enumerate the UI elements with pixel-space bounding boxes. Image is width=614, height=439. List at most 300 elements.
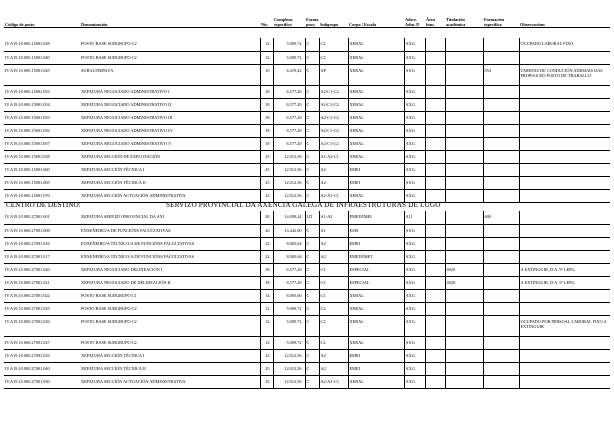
cell-name: XEFATURA SECCIÓN TÉCNICA I (80, 163, 260, 176)
cell-sub: A2-C1-C2 (319, 111, 348, 124)
cell-level: 12 (260, 51, 273, 64)
cell-form: C (305, 315, 319, 336)
cell-area (425, 250, 445, 263)
cell-comp: 12.012,56 (273, 150, 305, 163)
header-level: Niv. (260, 17, 273, 28)
table-row (4, 176, 610, 189)
cell-form: C (305, 224, 319, 237)
cell-title (445, 315, 483, 336)
cell-corps: EMEI (348, 163, 404, 176)
cell-corps: EMEI (348, 349, 404, 362)
cell-adm: A11 (404, 211, 425, 224)
cell-name: XEFATURA NEGOCIADO ADMINISTRATIVO III (80, 111, 260, 124)
cell-sub: A2-C1-C2 (319, 124, 348, 137)
cell-adm: AXG (404, 150, 425, 163)
cell-level: 25 (260, 375, 273, 388)
cell-area (425, 302, 445, 315)
cell-notes: TAREFAS DE CONDUCIÓN ADEMAIS DAS PROPIAS DO POSTO DE TRABALLO. (519, 64, 610, 85)
table-row (4, 38, 610, 51)
destination-center-name: SERVIZO PROVINCIAL DA AXENCIA GALEGA DE INFRAESTRUTURAS DE LUGO (166, 201, 441, 209)
cell-train (483, 263, 519, 276)
cell-name: ENXEÑEIRO/A TÉCNICO/A DE FUNCIÓNS FACULTATIVAS (80, 250, 260, 263)
cell-notes (519, 289, 610, 302)
cell-train (483, 38, 519, 51)
cell-adm: AXG (404, 111, 425, 124)
table-row (4, 349, 610, 362)
cell-adm: AXG (404, 375, 425, 388)
cell-name: ENXEÑEIRO/A TÉCNICO/A DE FUNCIÓNS FACULTATIVAS (80, 237, 260, 250)
cell-comp: 5.009,72 (273, 38, 305, 51)
cell-code: IV.A19.10.000.15001.040 (4, 51, 80, 64)
cell-form: C (305, 150, 319, 163)
cell-adm: AXG (404, 302, 425, 315)
cell-level: 18 (260, 124, 273, 137)
cell-comp: 12.012,56 (273, 176, 305, 189)
cell-adm: AXG (404, 224, 425, 237)
cell-corps: ESPECIAL (348, 263, 404, 276)
cell-notes (519, 150, 610, 163)
cell-name: POSTO BASE SUBGRUPO C2 (80, 336, 260, 349)
table-row (4, 375, 610, 388)
cell-name: XEFATURA SECCIÓN TÉCNICA II (80, 362, 260, 375)
table-row (4, 224, 610, 237)
header-table (4, 17, 610, 28)
cell-name: XEFATURA SECCIÓN TÉCNICA II (80, 176, 260, 189)
cell-name: SUBALTERNO/A (80, 64, 260, 85)
cell-area (425, 237, 445, 250)
cell-form: C (305, 163, 319, 176)
cell-code: IV.A19.10.000.27001.026 (4, 315, 80, 336)
cell-notes (519, 250, 610, 263)
header-area (425, 17, 445, 28)
cell-code: IV.A19.10.000.27001.022 (4, 289, 80, 302)
positions-table-2 (4, 211, 610, 389)
header-adscr-b: Adm. P. (405, 22, 420, 27)
cell-notes (519, 98, 610, 111)
cell-adm: AXG (404, 315, 425, 336)
cell-level: 25 (260, 163, 273, 176)
cell-adm: AXG (404, 137, 425, 150)
cell-sub: A2-A1-C1 (319, 375, 348, 388)
cell-area (425, 362, 445, 375)
cell-adm: AXG (404, 64, 425, 85)
cell-comp: 12.012,56 (273, 362, 305, 375)
cell-level: 12 (260, 336, 273, 349)
table-row (4, 276, 610, 289)
cell-code: IV.A19.10.000.27001.020 (4, 263, 80, 276)
cell-notes: A EXTINGUIR, D.A. 9ª LEPG. (519, 276, 610, 289)
cell-notes (519, 362, 610, 375)
cell-title (445, 124, 483, 137)
cell-form: C (305, 64, 319, 85)
cell-level: 26 (260, 224, 273, 237)
cell-form: C (305, 124, 319, 137)
cell-adm: AXG (404, 263, 425, 276)
cell-corps: ESPECIAL (348, 276, 404, 289)
cell-train (483, 315, 519, 336)
cell-level: 22 (260, 237, 273, 250)
table-row (4, 302, 610, 315)
cell-level: 14 (260, 289, 273, 302)
table-row (4, 362, 610, 375)
cell-title (445, 85, 483, 98)
cell-title (445, 176, 483, 189)
cell-notes: OCUPADO POR PERSOAL LABORAL FIXO A EXTINGUIR (519, 315, 610, 336)
positions-table-2-body (4, 211, 610, 388)
cell-title (445, 98, 483, 111)
cell-level: 25 (260, 189, 273, 202)
header-training (483, 17, 519, 28)
cell-level: 28 (260, 211, 273, 224)
cell-name: ENXEÑEIRO/A DE FUNCIÓNS FACULTATIVAS (80, 224, 260, 237)
cell-code: IV.A19.10.000.15001.053 (4, 85, 80, 98)
cell-notes (519, 375, 610, 388)
cell-adm: AXG (404, 237, 425, 250)
cell-adm: AXG (404, 163, 425, 176)
cell-train (483, 276, 519, 289)
cell-name: XEFATURA NEGOCIADO DE DELINEACIÓN II (80, 276, 260, 289)
cell-title (445, 163, 483, 176)
cell-name: XEFATURA SECCIÓN TÉCNICA I (80, 349, 260, 362)
cell-corps: XERAL (348, 51, 404, 64)
cell-comp: 5.009,72 (273, 302, 305, 315)
header-form-a: Forma (306, 17, 319, 22)
header-form-b: prov. (306, 22, 316, 27)
cell-corps: XERAL (348, 375, 404, 388)
cell-form: C (305, 189, 319, 202)
cell-comp: 12.012,56 (273, 189, 305, 202)
cell-code: IV.A19.10.000.27001.040 (4, 362, 80, 375)
cell-corps: XERAL (348, 124, 404, 137)
cell-area (425, 124, 445, 137)
table-row (4, 250, 610, 263)
cell-code: IV.A19.10.000.15001.065 (4, 176, 80, 189)
cell-comp: 13.442,00 (273, 224, 305, 237)
cell-area (425, 289, 445, 302)
header-subgroup: Subgrupo (319, 17, 348, 28)
cell-level: 18 (260, 111, 273, 124)
cell-adm: AXG (404, 98, 425, 111)
cell-title (445, 150, 483, 163)
cell-title (445, 51, 483, 64)
cell-corps: XERAL (348, 302, 404, 315)
cell-code: IV.A19.10.000.15001.057 (4, 137, 80, 150)
cell-sub: C2 (319, 38, 348, 51)
cell-adm: AXG (404, 289, 425, 302)
cell-comp: 6.577,20 (273, 85, 305, 98)
cell-level: 10 (260, 64, 273, 85)
cell-comp: 8.065,64 (273, 250, 305, 263)
table-row (4, 137, 610, 150)
cell-code: IV.A19.10.000.15001.058 (4, 150, 80, 163)
cell-corps: EMEI/EMEI (348, 211, 404, 224)
cell-sub: A2 (319, 176, 348, 189)
cell-comp: 8.065,64 (273, 237, 305, 250)
cell-train (483, 111, 519, 124)
cell-area (425, 336, 445, 349)
cell-corps: XERAL (348, 189, 404, 202)
table-row (4, 85, 610, 98)
cell-title (445, 111, 483, 124)
cell-notes (519, 124, 610, 137)
cell-notes (519, 85, 610, 98)
cell-train (483, 163, 519, 176)
table-row (4, 64, 610, 85)
cell-code: IV.A19.10.000.27001.001 (4, 211, 80, 224)
cell-code: IV.A19.10.000.15001.055 (4, 111, 80, 124)
table-row (4, 51, 610, 64)
cell-name: XEFATURA NEGOCIADO ADMINISTRATIVO II (80, 98, 260, 111)
cell-level: 18 (260, 85, 273, 98)
cell-area (425, 38, 445, 51)
cell-title (445, 137, 483, 150)
cell-area (425, 137, 445, 150)
cell-form: C (305, 51, 319, 64)
cell-title (445, 224, 483, 237)
cell-form: C (305, 302, 319, 315)
cell-title (445, 362, 483, 375)
cell-corps: EMEI (348, 176, 404, 189)
cell-train (483, 85, 519, 98)
cell-corps: XERAL (348, 137, 404, 150)
cell-form: C (305, 111, 319, 124)
cell-level: 25 (260, 150, 273, 163)
cell-comp: 6.005,60 (273, 289, 305, 302)
cell-notes (519, 137, 610, 150)
cell-sub: C1 (319, 263, 348, 276)
cell-train (483, 250, 519, 263)
table-row (4, 163, 610, 176)
cell-level: 25 (260, 362, 273, 375)
cell-corps: EMEI (348, 362, 404, 375)
cell-name: POSTO BASE SUBGRUPO C2 (80, 38, 260, 51)
cell-adm: AXG (404, 51, 425, 64)
cell-name: POSTO BASE SUBGRUPO C2 (80, 51, 260, 64)
cell-corps: ESEI (348, 224, 404, 237)
cell-comp: 14.099,24 (273, 211, 305, 224)
cell-comp: 12.012,56 (273, 163, 305, 176)
table-row (4, 263, 610, 276)
cell-adm: AXG (404, 38, 425, 51)
cell-code: IV.A19.10.000.27001.008 (4, 224, 80, 237)
cell-area (425, 375, 445, 388)
cell-adm: AXG (404, 124, 425, 137)
cell-level: 25 (260, 349, 273, 362)
cell-title (445, 375, 483, 388)
cell-sub: A2 (319, 237, 348, 250)
header-title-b: académica (446, 22, 466, 27)
cell-train (483, 150, 519, 163)
cell-train (483, 336, 519, 349)
table-row (4, 211, 610, 224)
cell-sub: A2 (319, 349, 348, 362)
cell-train (483, 98, 519, 111)
cell-train (483, 362, 519, 375)
header-training-b: específica (484, 22, 502, 27)
cell-name: POSTO BASE SUBGRUPO C2 (80, 302, 260, 315)
cell-title: 4020 (445, 263, 483, 276)
cell-notes (519, 237, 610, 250)
cell-name: POSTO BASE SUBGRUPO C1 (80, 289, 260, 302)
cell-form: C (305, 98, 319, 111)
cell-comp: 12.012,56 (273, 349, 305, 362)
cell-form: C (305, 263, 319, 276)
cell-form: C (305, 250, 319, 263)
destination-center-title (4, 201, 610, 210)
cell-name: XEFATURA NEGOCIADO ADMINISTRATIVO I (80, 85, 260, 98)
cell-title (445, 302, 483, 315)
cell-adm: AXG (404, 176, 425, 189)
destination-center-label: CENTRO DE DESTINO: (6, 201, 81, 209)
cell-title (445, 38, 483, 51)
cell-corps: EMEI/EMET (348, 250, 404, 263)
cell-level: 12 (260, 302, 273, 315)
cell-train (483, 289, 519, 302)
cell-sub: C2 (319, 336, 348, 349)
cell-sub: C2 (319, 51, 348, 64)
cell-code: IV.A19.10.000.15001.060 (4, 163, 80, 176)
cell-comp: 5.009,72 (273, 336, 305, 349)
cell-corps: XERAL (348, 150, 404, 163)
cell-corps: XERAL (348, 315, 404, 336)
cell-area (425, 315, 445, 336)
cell-form: C (305, 289, 319, 302)
cell-comp: 6.577,20 (273, 124, 305, 137)
cell-form: C (305, 362, 319, 375)
cell-train (483, 349, 519, 362)
cell-form: C (305, 38, 319, 51)
cell-code: IV.A19.10.000.27001.017 (4, 250, 80, 263)
cell-comp: 6.419,42 (273, 64, 305, 85)
cell-title (445, 250, 483, 263)
cell-train (483, 375, 519, 388)
cell-form: LD (305, 211, 319, 224)
cell-notes (519, 336, 610, 349)
cell-sub: C2 (319, 315, 348, 336)
cell-area (425, 211, 445, 224)
header-form (305, 17, 319, 28)
cell-code: IV.A19.10.000.27001.021 (4, 276, 80, 289)
cell-notes (519, 211, 610, 224)
cell-form: C (305, 276, 319, 289)
table-row (4, 111, 610, 124)
cell-comp: 6.577,20 (273, 263, 305, 276)
cell-notes (519, 176, 610, 189)
cell-sub: A1-A2-C1 (319, 150, 348, 163)
cell-code: IV.A19.10.000.27001.016 (4, 237, 80, 250)
cell-train (483, 302, 519, 315)
cell-notes (519, 163, 610, 176)
cell-name: XEFATURA NEGOCIADO DELINEACIÓN I (80, 263, 260, 276)
cell-area (425, 111, 445, 124)
header-corps: Corpo / Escala (348, 17, 404, 28)
cell-code: IV.A19.10.000.27001.027 (4, 336, 80, 349)
cell-comp: 12.012,56 (273, 375, 305, 388)
table-row (4, 289, 610, 302)
cell-code: IV.A19.10.000.15001.070 (4, 189, 80, 202)
cell-train: 600 (483, 211, 519, 224)
cell-level: 12 (260, 38, 273, 51)
cell-corps: EMEI (348, 237, 404, 250)
cell-level: 25 (260, 176, 273, 189)
cell-corps: XERAL (348, 64, 404, 85)
header-area-b: func. (426, 22, 436, 27)
header-area-a: Área (426, 17, 435, 22)
cell-code: IV.A19.10.000.15001.038 (4, 38, 80, 51)
cell-level: 22 (260, 250, 273, 263)
cell-name: XEFATURA NEGOCIADO ADMINISTRATIVO IV (80, 124, 260, 137)
cell-form: C (305, 137, 319, 150)
cell-area (425, 276, 445, 289)
cell-comp: 5.009,72 (273, 51, 305, 64)
cell-form: C (305, 176, 319, 189)
cell-adm: AXG (404, 189, 425, 202)
cell-area (425, 349, 445, 362)
cell-code: IV.A19.10.000.15001.054 (4, 98, 80, 111)
cell-comp: 6.577,20 (273, 98, 305, 111)
cell-title (445, 349, 483, 362)
cell-adm: AXG (404, 250, 425, 263)
cell-name: POSTO BASE SUBGRUPO C2 (80, 315, 260, 336)
cell-corps: XERAL (348, 111, 404, 124)
cell-train (483, 137, 519, 150)
header-complement (273, 17, 305, 28)
cell-name: XEFATURA SERVIZO PROVINCIAL DA AXI (80, 211, 260, 224)
cell-level: 18 (260, 276, 273, 289)
cell-corps: XERAL (348, 38, 404, 51)
cell-train (483, 237, 519, 250)
header-complement-a: Complem. (274, 17, 293, 22)
cell-sub: A1-A2 (319, 211, 348, 224)
cell-title (445, 289, 483, 302)
header-name: Denominación (80, 17, 260, 28)
cell-form: C (305, 375, 319, 388)
cell-level: 18 (260, 263, 273, 276)
cell-notes (519, 224, 610, 237)
cell-title (445, 336, 483, 349)
cell-sub: A2-C1-C2 (319, 137, 348, 150)
cell-comp: 5.009,72 (273, 315, 305, 336)
cell-name: XEFATURA NEGOCIADO ADMINISTRATIVO V (80, 137, 260, 150)
cell-train (483, 124, 519, 137)
cell-area (425, 163, 445, 176)
cell-area (425, 224, 445, 237)
cell-code: IV.A19.10.000.27001.050 (4, 375, 80, 388)
header-code: Código de posto (4, 17, 80, 28)
cell-title (445, 237, 483, 250)
cell-sub: A2 (319, 250, 348, 263)
cell-code: IV.A19.10.000.27001.025 (4, 302, 80, 315)
header-adscr-a: Adscr. (405, 17, 417, 22)
cell-notes: A EXTINGUIR, D.A. 9ª LEPG. (519, 263, 610, 276)
cell-area (425, 263, 445, 276)
cell-sub: C1 (319, 276, 348, 289)
cell-notes (519, 302, 610, 315)
header-title (445, 17, 483, 28)
cell-code: IV.A19.10.000.15001.056 (4, 124, 80, 137)
cell-adm: AXG (404, 349, 425, 362)
header-training-a: Formación (484, 17, 505, 22)
cell-train (483, 224, 519, 237)
cell-level: 12 (260, 315, 273, 336)
cell-title: 4020 (445, 276, 483, 289)
cell-code: IV.A19.10.000.27001.035 (4, 349, 80, 362)
cell-sub: C1 (319, 289, 348, 302)
table-row (4, 98, 610, 111)
cell-form: C (305, 349, 319, 362)
cell-corps: XERAL (348, 98, 404, 111)
cell-adm: AXG (404, 362, 425, 375)
